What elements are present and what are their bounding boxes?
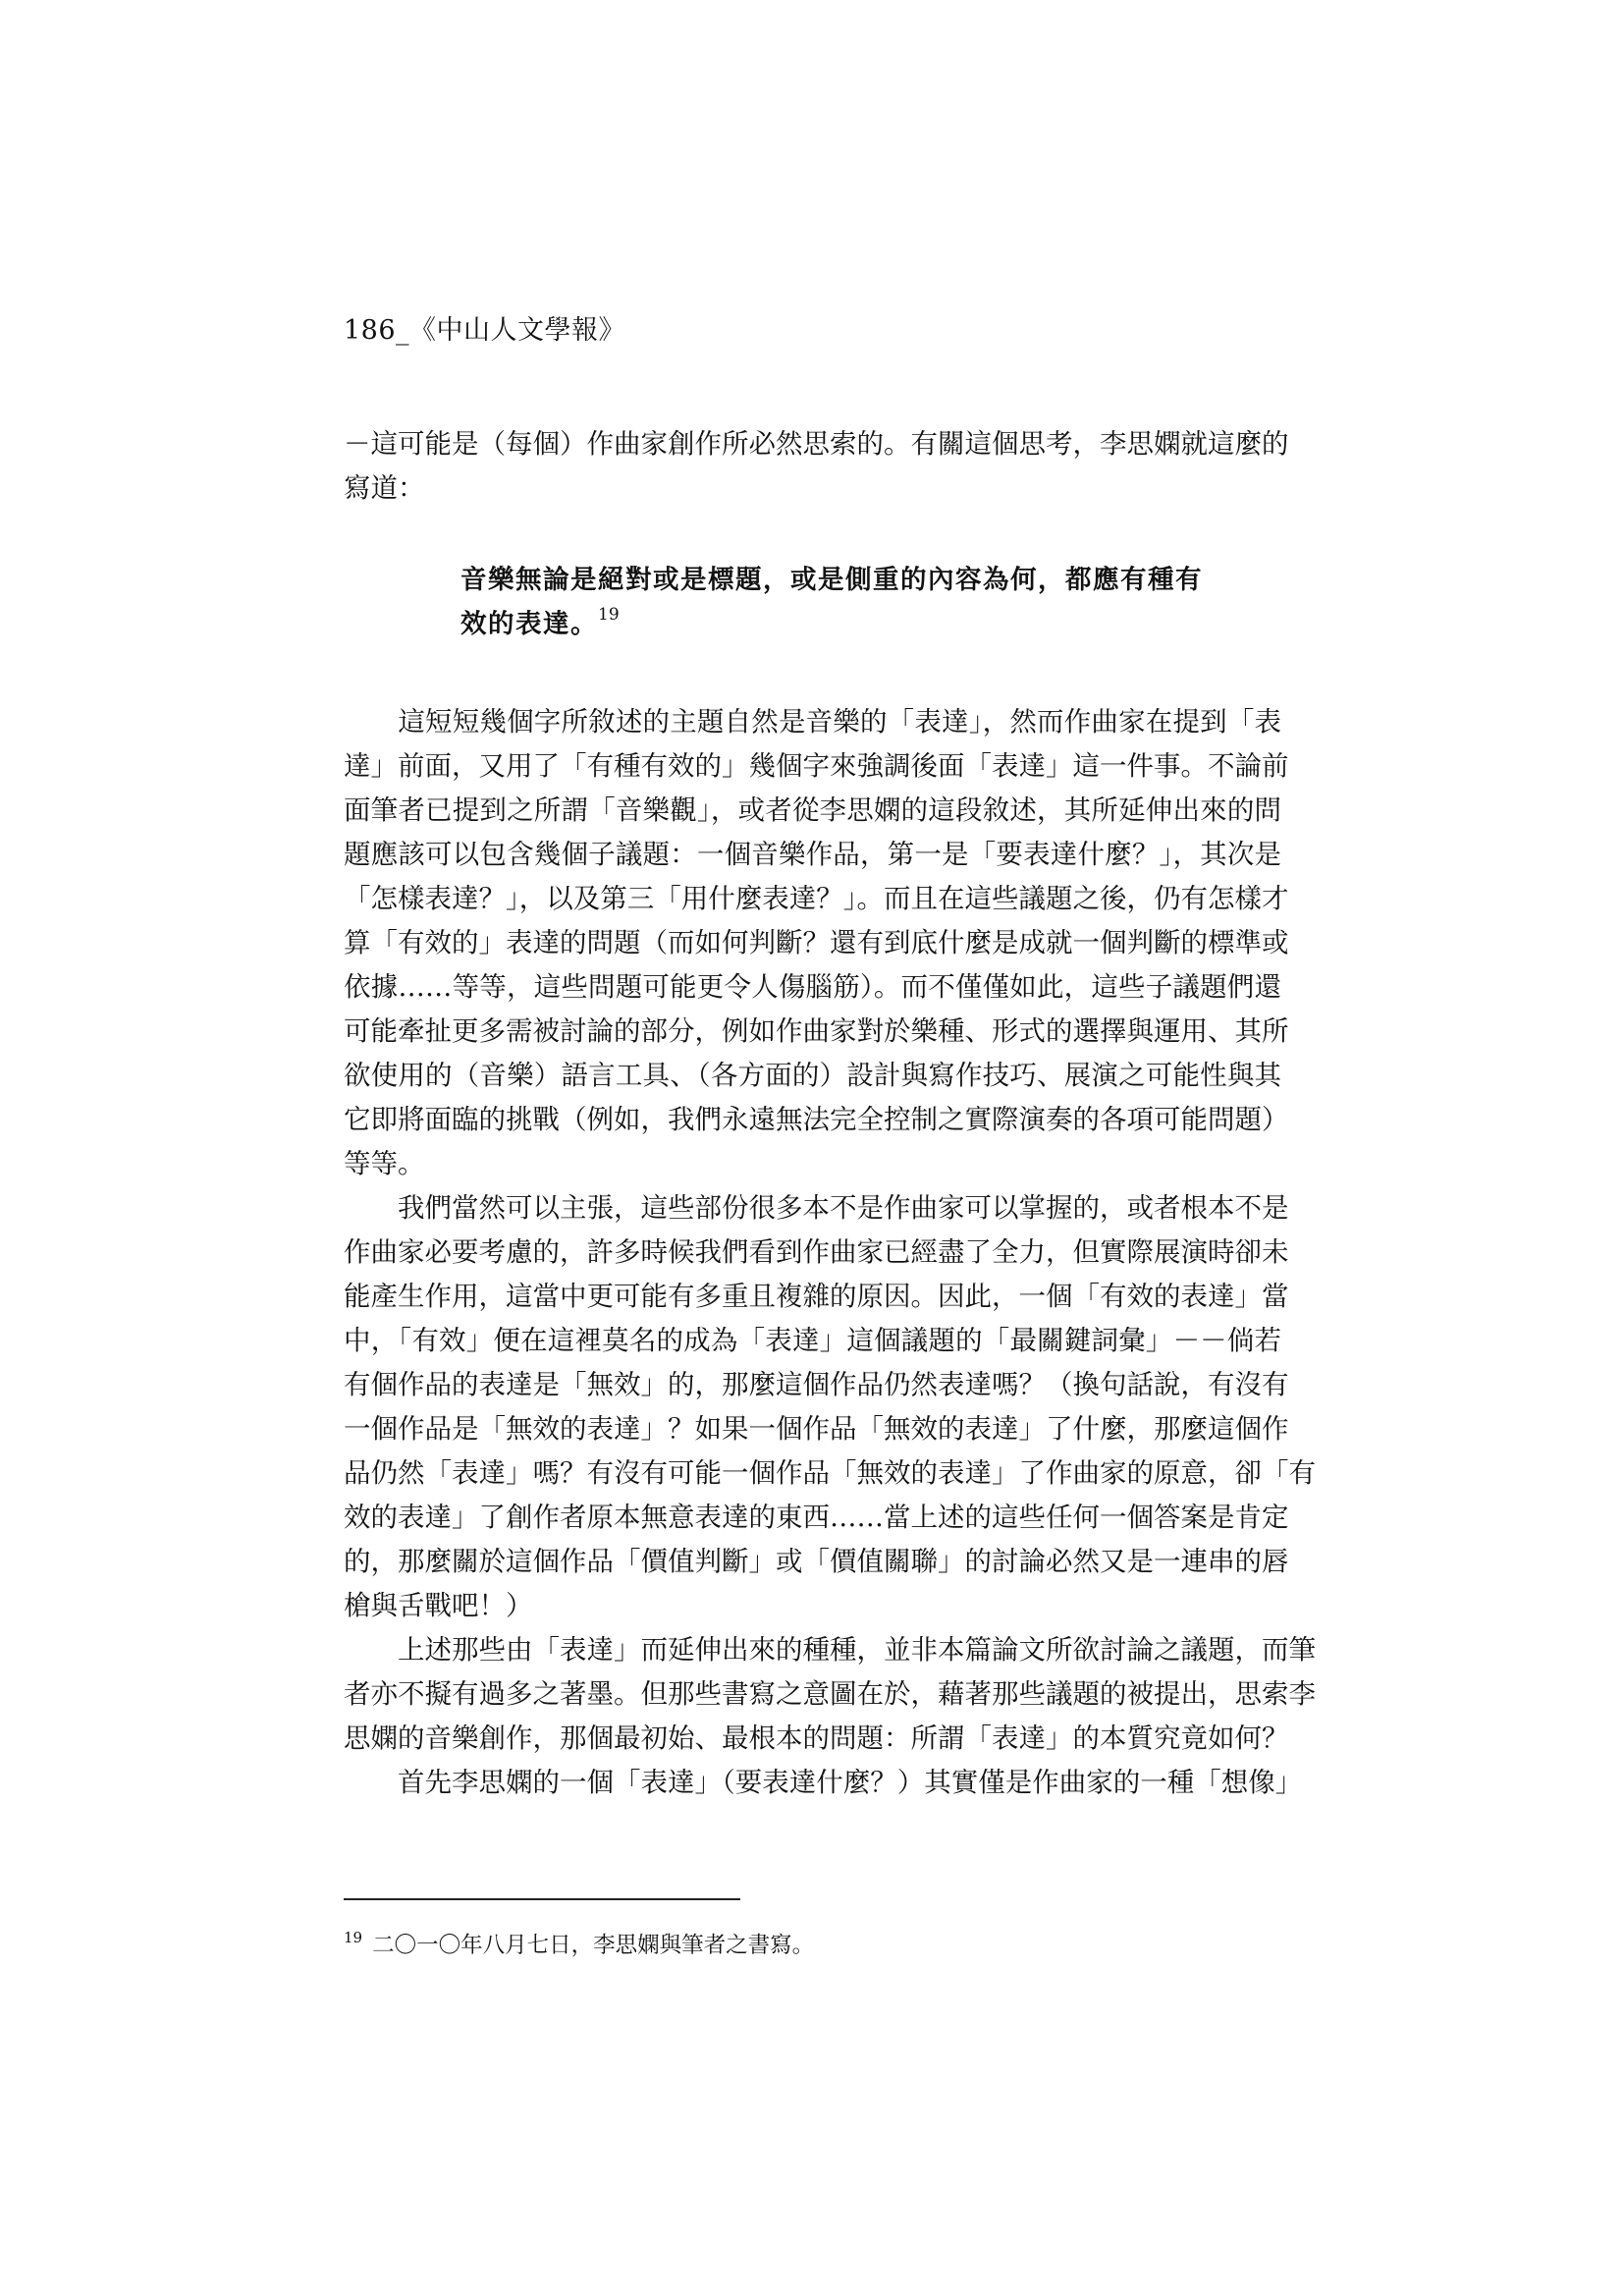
text-line: 者亦不擬有過多之著墨。但那些書寫之意圖在於，藉著那些議題的被提出，思索李 (344, 1678, 1316, 1710)
text-line: 一個作品是「無效的表達」？如果一個作品「無效的表達」了什麼，那麼這個作 (344, 1413, 1289, 1445)
text-line: 能產生作用，這當中更可能有多重且複雜的原因。因此，一個「有效的表達」當 (344, 1281, 1289, 1312)
text-line: 品仍然「表達」嗎？有沒有可能一個作品「無效的表達」了作曲家的原意，卻「有 (344, 1457, 1316, 1489)
text-line: 槍與舌戰吧！） (344, 1590, 533, 1621)
text-line: 達」前面，又用了「有種有效的」幾個字來強調後面「表達」這一件事。不論前 (344, 750, 1289, 782)
footnote (344, 1928, 814, 1959)
text-line: 依據……等等，這些問題可能更令人傷腦筋）。而不僅僅如此，這些子議題們還 (344, 971, 1281, 1003)
footnote-text: 二〇一〇年八月七日，李思嫻與筆者之書寫。 (372, 1933, 815, 1958)
text-line: 這短短幾個字所敘述的主題自然是音樂的「表達」，然而作曲家在提到「表 (344, 706, 1281, 738)
running-head: 186_《中山人文學報》 (344, 315, 626, 346)
text-line: 中，「有效」便在這裡莫名的成為「表達」這個議題的「最關鍵詞彙」－－倘若 (344, 1325, 1281, 1356)
quote-line-text: 效的表達。 (460, 609, 598, 639)
text-line: 算「有效的」表達的問題（而如何判斷？還有到底什麼是成就一個判斷的標準或 (344, 927, 1289, 958)
paragraph-1 (344, 700, 1316, 1805)
text-line: 的，那麼關於這個作品「價值判斷」或「價值關聯」的討論必然又是一連串的唇 (344, 1546, 1289, 1577)
footnote-number: 19 (344, 1929, 363, 1946)
text-line: 首先李思嫻的一個「表達」（要表達什麼？）其實僅是作曲家的一種「想像」 (344, 1767, 1303, 1798)
text-line: 「怎樣表達？」，以及第三「用什麼表達？」。而且在這些議題之後，仍有怎樣才 (344, 883, 1289, 914)
text-line: 可能牽扯更多需被討論的部分，例如作曲家對於樂種、形式的選擇與運用、其所 (344, 1015, 1289, 1047)
text-line: 它即將面臨的挑戰（例如，我們永遠無法完全控制之實際演奏的各項可能問題） (344, 1104, 1289, 1135)
intro-text (344, 422, 1289, 511)
quote-line-last (460, 602, 1217, 646)
footnote-divider (344, 1898, 740, 1900)
text-line: 面筆者已提到之所謂「音樂觀」，或者從李思嫻的這段敘述，其所延伸出來的問 (344, 794, 1281, 826)
quote-line: 音樂無論是絕對或是標題，或是側重的內容為何，都應有種有 (460, 565, 1203, 595)
text-line: 有個作品的表達是「無效」的，那麼這個作品仍然表達嗎？（換句話說，有沒有 (344, 1369, 1289, 1400)
text-line: 欲使用的（音樂）語言工具、（各方面的）設計與寫作技巧、展演之可能性與其 (344, 1060, 1281, 1091)
text-line: 效的表達」了創作者原本無意表達的東西……當上述的這些任何一個答案是肯定 (344, 1502, 1289, 1533)
text-line: 我們當然可以主張，這些部份很多本不是作曲家可以掌握的，或者根本不是 (344, 1192, 1289, 1224)
text-line: －這可能是（每個）作曲家創作所必然思索的。有關這個思考，李思嫻就這麼的 (344, 428, 1289, 460)
footnote-reference: 19 (598, 605, 620, 625)
block-quote (460, 558, 1217, 646)
text-line: 等等。 (344, 1148, 425, 1179)
text-line: 上述那些由「表達」而延伸出來的種種，並非本篇論文所欲討論之議題，而筆 (344, 1634, 1316, 1666)
text-line: 寫道： (344, 472, 425, 504)
text-line: 作曲家必要考慮的，許多時候我們看到作曲家已經盡了全力，但實際展演時卻未 (344, 1236, 1289, 1268)
text-line: 思嫻的音樂創作，那個最初始、最根本的問題：所謂「表達」的本質究竟如何？ (344, 1722, 1289, 1754)
text-line: 題應該可以包含幾個子議題：一個音樂作品，第一是「要表達什麼？」，其次是 (344, 839, 1281, 870)
